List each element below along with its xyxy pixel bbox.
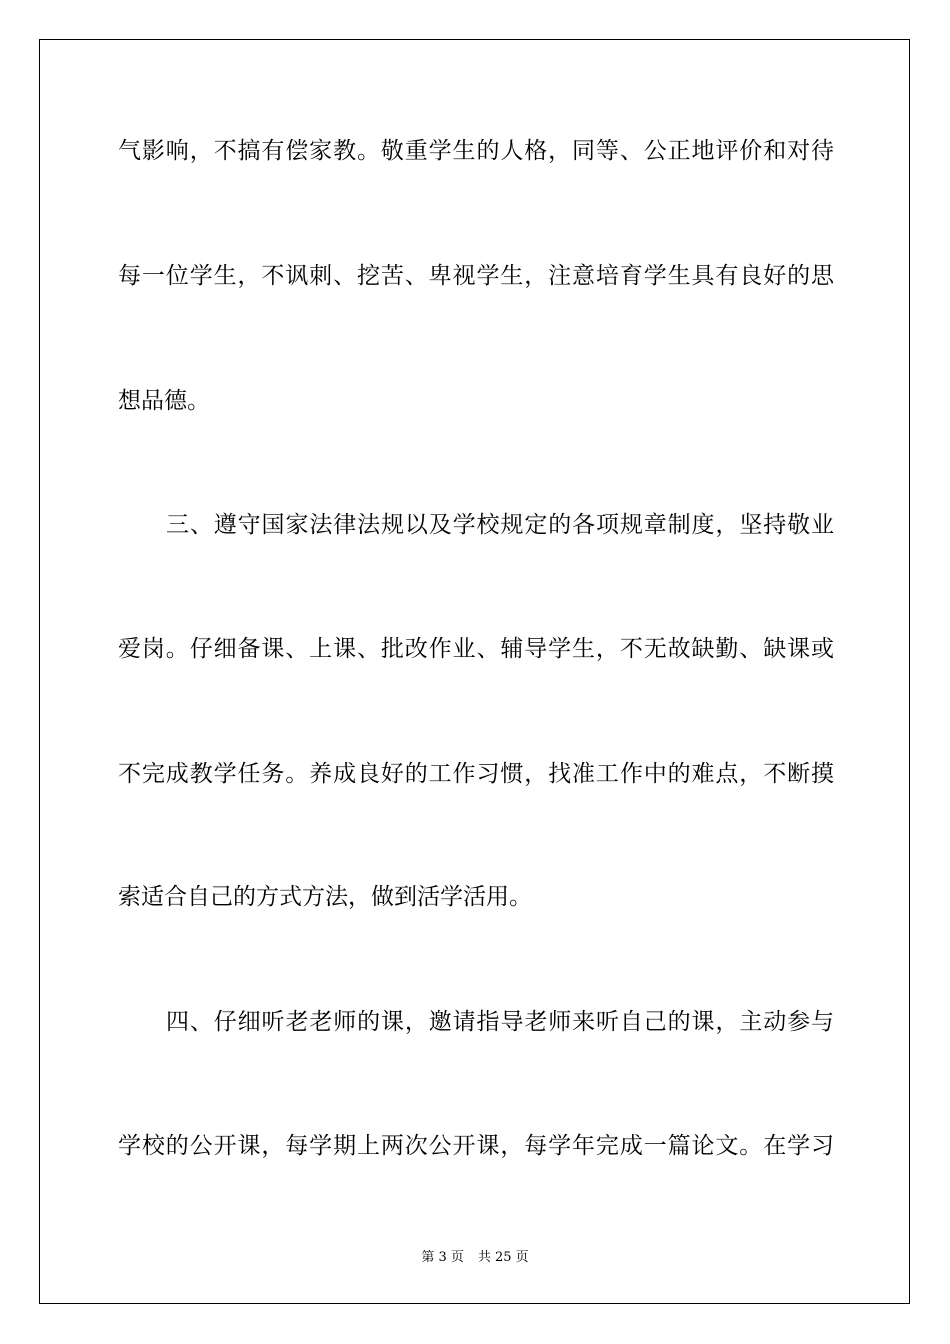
page-border	[39, 39, 910, 1304]
page-total: 共 25 页	[477, 1250, 529, 1265]
body-line-5: 爱岗。仔细备课、上课、批改作业、辅导学生，不无故缺勤、缺课或	[118, 636, 834, 662]
body-line-4: 三、遵守国家法律法规以及学校规定的各项规章制度，坚持敬业	[166, 512, 834, 538]
body-line-9: 学校的公开课，每学期上两次公开课，每学年完成一篇论文。在学习	[118, 1133, 834, 1159]
body-line-8: 四、仔细听老老师的课，邀请指导老师来听自己的课，主动参与	[166, 1009, 834, 1035]
body-line-2: 每一位学生，不讽刺、挖苦、卑视学生，注意培育学生具有良好的思	[118, 263, 834, 289]
body-line-1: 气影响，不搞有偿家教。敬重学生的人格，同等、公正地评价和对待	[118, 138, 834, 164]
page-number: 第 3 页	[421, 1250, 464, 1265]
page-footer	[0, 1246, 950, 1265]
body-line-7: 索适合自己的方式方法，做到活学活用。	[118, 884, 532, 910]
body-line-6: 不完成教学任务。养成良好的工作习惯，找准工作中的难点，不断摸	[118, 761, 834, 787]
body-line-3: 想品德。	[118, 388, 210, 414]
